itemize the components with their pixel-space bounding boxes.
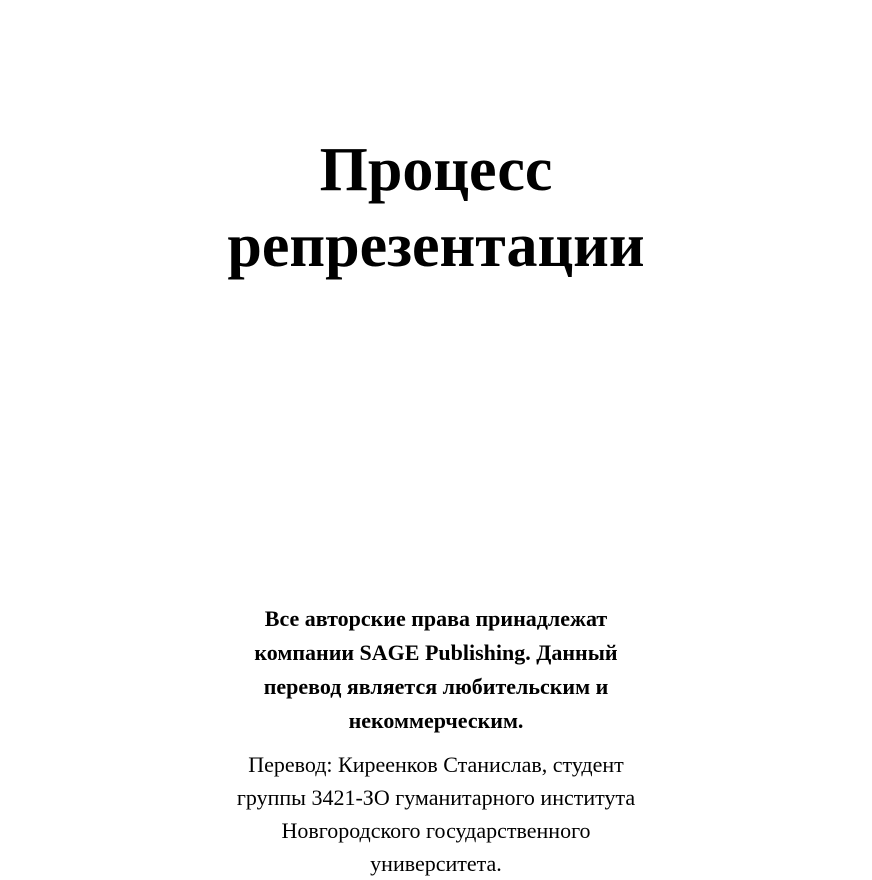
title-line-2: репрезентации [227, 212, 645, 280]
translator-line-2: группы 3421-ЗО гуманитарного института [236, 785, 636, 810]
page-title [0, 132, 872, 284]
translator-line-1: Перевод: Киреенков Станислав, студент [248, 752, 624, 777]
copyright-line-2: компании SAGE Publishing. Данный [254, 640, 618, 665]
copyright-notice [186, 602, 686, 738]
copyright-line-3: перевод является любительским и [263, 674, 609, 699]
translator-line-3: Новгородского государственного [281, 818, 591, 843]
translator-credit [176, 748, 696, 880]
title-line-1: Процесс [319, 136, 553, 204]
translator-line-4: университета. [370, 851, 502, 876]
copyright-line-1: Все авторские права принадлежат [264, 606, 608, 631]
copyright-line-4: некоммерческим. [348, 708, 524, 733]
